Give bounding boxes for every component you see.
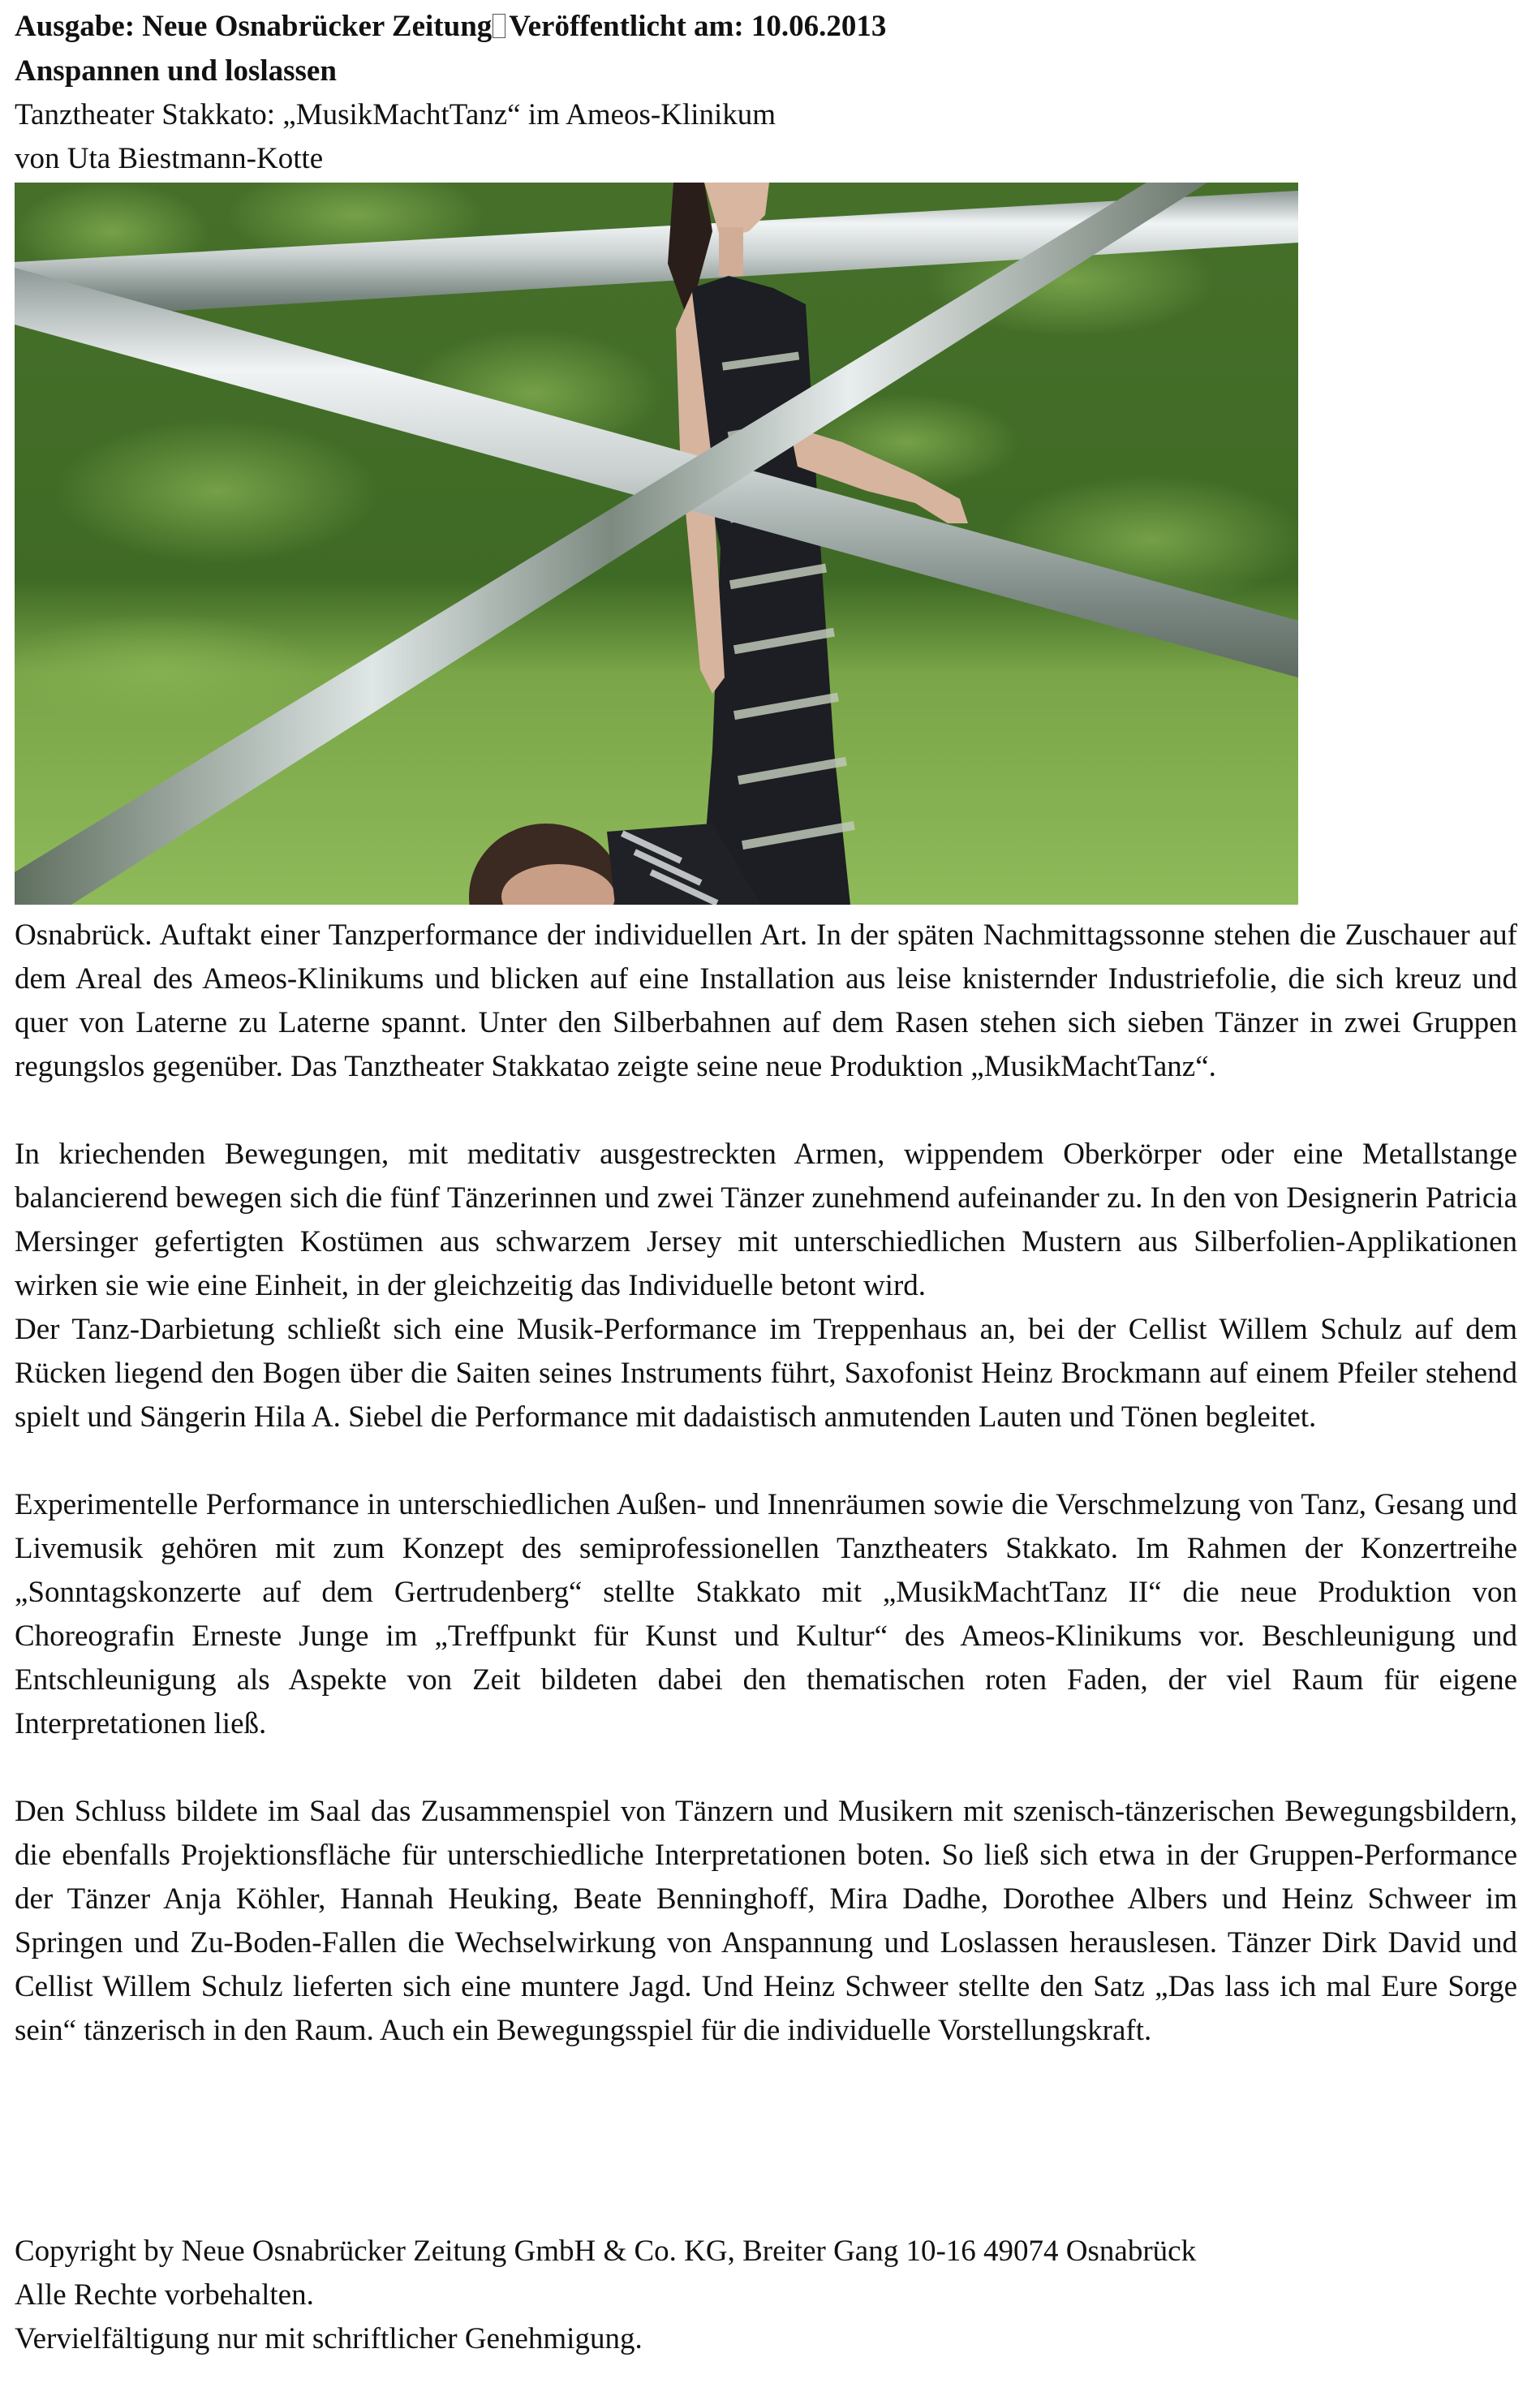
copyright-footer bbox=[15, 2230, 1196, 2361]
published-date: Veröffentlicht am: 10.06.2013 bbox=[509, 10, 887, 43]
article-paragraph: Den Schluss bildete im Saal das Zusammenspiel von Tänzern und Musikern mit szenisch-tänzerischen Bewegungsbildern, die ebenfalls Projektionsfläche für unterschiedliche Interpretationen boten. So ließ sich etwa in der Gruppen-Performance der Tänzer Anja Köhler, Hannah Heuking, Beate Benninghoff, Mira Dadhe, Dorothee Albers und Heinz Schweer im Springen und Zu-Boden-Fallen die Wechselwirkung von Anspannung und Loslassen herauslesen. Tänzer Dirk David und Cellist Willem Schulz lieferten sich eine muntere Jagd. Und Heinz Schweer stellte den Satz „Das lass ich mal Eure Sorge sein“ tänzerisch in den Raum. Auch ein Bewegungsspiel für die individuelle Vorstellungskraft. bbox=[15, 1795, 1517, 2047]
photo-illustration bbox=[15, 183, 1298, 905]
article-subtitle: Tanztheater Stakkato: „MusikMachtTanz“ im Ameos-Klinikum bbox=[15, 98, 776, 131]
edition-line bbox=[15, 5, 886, 49]
article-title: Anspannen und loslassen bbox=[15, 54, 337, 88]
article-paragraph: In kriechenden Bewegungen, mit meditativ ausgestreckten Armen, wippendem Oberkörper oder eine Metallstange balancierend bewegen sich die fünf Tänzerinnen und zwei Tänzer zunehmend aufeinander zu. In den von Designerin Patricia Mersinger gefertigten Kostümen aus schwarzem Jersey mit unterschiedlichen Mustern aus Silberfolien-Applikationen wirken sie wie eine Einheit, in der gleichzeitig das Individuelle betont wird. bbox=[15, 1138, 1517, 1302]
article-paragraph: Osnabrück. Auftakt einer Tanzperformance der individuellen Art. In der späten Nachmittagssonne stehen die Zuschauer auf dem Areal des Ameos-Klinikums und blicken auf eine Installation aus leise knisternder Industriefolie, die sich kreuz und quer von Laterne zu Laterne spannt. Unter den Silberbahnen auf dem Rasen stehen sich sieben Tänzer in zwei Gruppen regungslos gegenüber. Das Tanztheater Stakkatao zeigte seine neue Produktion „MusikMachtTanz“. bbox=[15, 918, 1517, 1083]
article-paragraph: Experimentelle Performance in unterschiedlichen Außen- und Innenräumen sowie die Verschmelzung von Tanz, Gesang und Livemusik gehören mit zum Konzept des semiprofessionellen Tanztheaters Stakkato. Im Rahmen der Konzertreihe „Sonntagskonzerte auf dem Gertrudenberg“ stellte Stakkato mit „MusikMachtTanz II“ die neue Produktion von Choreografin Erneste Junge im „Treffpunkt für Kunst und Kultur“ des Ameos-Klinikums vor. Beschleunigung und Entschleunigung als Aspekte von Zeit bildeten dabei den thematischen roten Faden, der viel Raum für eigene Interpretationen ließ. bbox=[15, 1488, 1517, 1740]
unknown-character-box-icon bbox=[493, 14, 505, 38]
reproduction-line: Vervielfältigung nur mit schriftlicher Genehmigung. bbox=[15, 2322, 643, 2355]
edition-label: Ausgabe: Neue Osnabrücker Zeitung bbox=[15, 10, 493, 43]
article-byline: von Uta Biestmann-Kotte bbox=[15, 142, 324, 175]
article-photo bbox=[15, 183, 1298, 905]
article-paragraph: Der Tanz-Darbietung schließt sich eine Musik-Performance im Treppenhaus an, bei der Cellist Willem Schulz auf dem Rücken liegend den Bogen über die Saiten seines Instruments führt, Saxofonist Heinz Brockmann auf einem Pfeiler stehend spielt und Sängerin Hila A. Siebel die Performance mit dadaistisch anmutenden Lauten und Tönen begleitet. bbox=[15, 1313, 1517, 1434]
copyright-line: Copyright by Neue Osnabrücker Zeitung GmbH & Co. KG, Breiter Gang 10-16 49074 Osnabrück bbox=[15, 2235, 1197, 2268]
article-body bbox=[15, 914, 1517, 2097]
rights-line: Alle Rechte vorbehalten. bbox=[15, 2278, 314, 2312]
lying-dancer bbox=[469, 824, 761, 905]
